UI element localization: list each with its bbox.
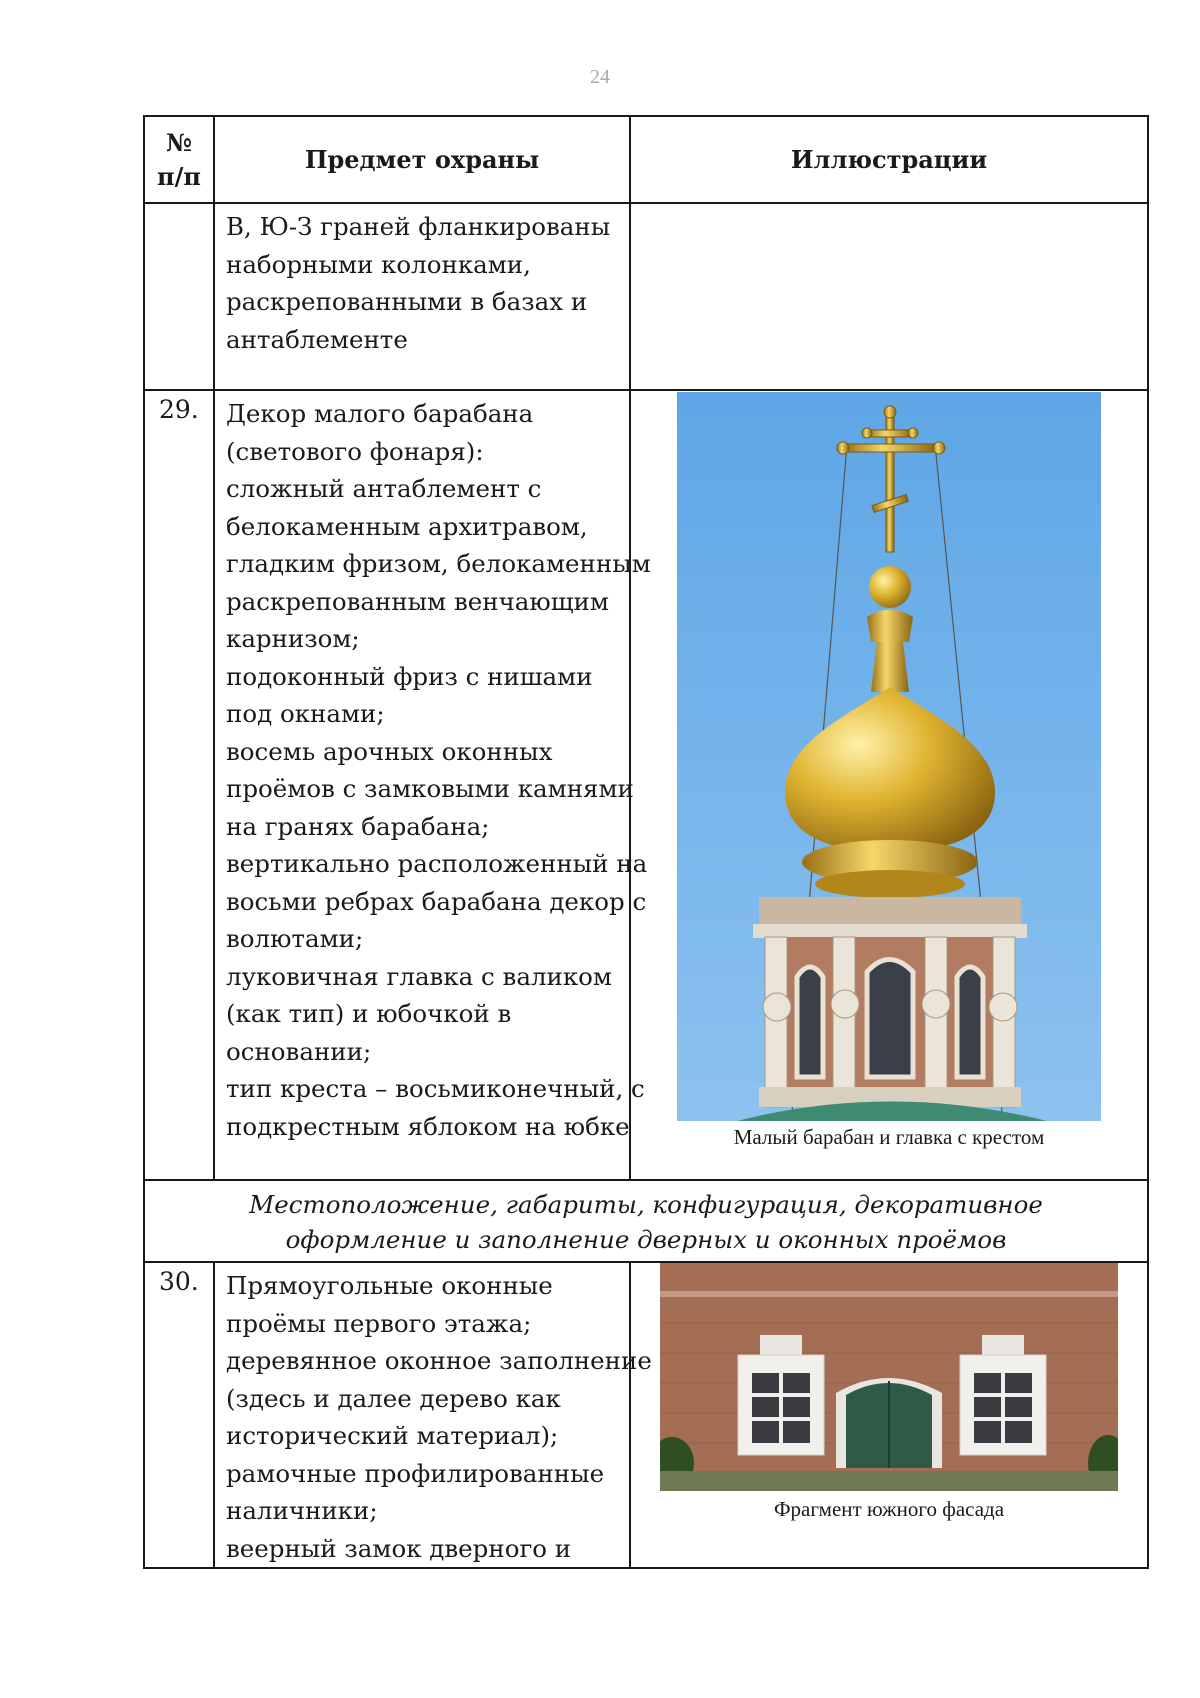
header-subject: Предмет охраны — [214, 116, 630, 203]
text-line: рамочные профилированные — [226, 1458, 605, 1488]
text-line: наборными колонками, — [226, 249, 531, 279]
text-line: деревянное оконное заполнение — [226, 1346, 652, 1375]
text-line: антаблементе — [226, 324, 408, 354]
illustration-cell — [630, 1262, 1148, 1568]
text-line: проёмов с замковыми камнями — [226, 774, 634, 803]
text-line: вертикально расположенный на — [226, 849, 648, 878]
table-row-30 — [144, 1262, 1148, 1568]
text-line: восьми ребрах барабана декор с — [226, 886, 647, 916]
text-line: веерный замок дверного и — [226, 1533, 572, 1563]
text-line: Прямоугольные оконные — [226, 1271, 553, 1300]
table-row-continuation — [144, 203, 1148, 390]
text-line: белокаменным архитравом, — [226, 511, 588, 541]
subject-text — [214, 1262, 652, 1568]
section-title: Местоположение, габариты, конфигурация, декоративное оформление и заполнение дверных и оконных проёмов — [144, 1180, 1148, 1262]
illustration-cell-empty — [630, 203, 1148, 390]
text-line: (как тип) и юбочкой в — [226, 999, 512, 1028]
section-header-row — [144, 1180, 1148, 1262]
south-facade-photo — [660, 1263, 1118, 1491]
row-number: 29. — [144, 390, 214, 1180]
text-line: (здесь и далее дерево как — [226, 1383, 561, 1413]
text-line: подкрестным яблоком на юбке — [226, 1111, 630, 1141]
table-row-29 — [144, 390, 1148, 1180]
text-line: основании; — [226, 1036, 372, 1066]
subject-text — [214, 203, 630, 390]
text-line: восемь арочных оконных — [226, 736, 553, 766]
num-cell-empty — [144, 203, 214, 390]
subject-text — [214, 390, 651, 1180]
header-illustrations: Иллюстрации — [630, 116, 1148, 203]
text-line: В, Ю-З граней фланкированы — [226, 212, 611, 241]
text-line: наличники; — [226, 1496, 378, 1525]
text-line: раскрепованными в базах и — [226, 287, 588, 316]
text-line: раскрепованным венчающим — [226, 586, 609, 616]
text-line: тип креста – восьмиконечный, с — [226, 1074, 645, 1103]
photo-caption: Малый барабан и главка с крестом — [733, 1125, 1045, 1149]
text-line: Декор малого барабана — [226, 399, 534, 428]
text-line: карнизом; — [226, 624, 360, 653]
row-number: 30. — [144, 1262, 214, 1568]
text-line: сложный антаблемент с — [226, 474, 542, 503]
table-header-row — [144, 116, 1148, 203]
text-line: волютами; — [226, 924, 364, 953]
header-num: № п/п — [144, 116, 214, 203]
page-number: 24 — [590, 66, 610, 88]
text-line: (светового фонаря): — [226, 436, 484, 466]
text-line: подоконный фриз с нишами — [226, 661, 593, 691]
text-line: под окнами; — [226, 699, 385, 728]
text-line: проёмы первого этажа; — [226, 1308, 532, 1338]
text-line: гладким фризом, белокаменным — [226, 549, 651, 578]
text-line: исторический материал); — [226, 1421, 559, 1450]
illustration-cell — [630, 390, 1148, 1180]
dome-cross-photo — [677, 392, 1101, 1121]
text-line: луковичная главка с валиком — [226, 961, 612, 991]
protection-table — [143, 115, 1149, 1569]
photo-caption: Фрагмент южного фасада — [773, 1497, 1005, 1521]
text-line: на гранях барабана; — [226, 811, 490, 841]
